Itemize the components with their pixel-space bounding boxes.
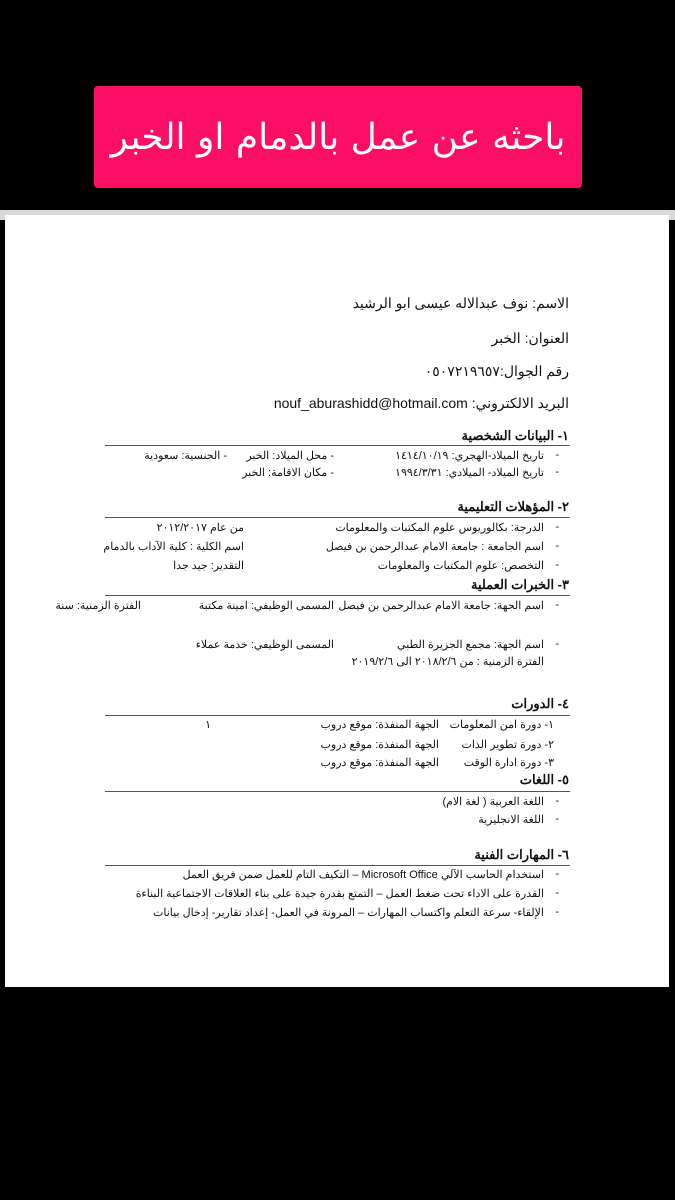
greg-dob: تاريخ الميلاد- الميلادي: ١٩٩٤/٣/٣١ — [395, 467, 544, 479]
grade: التقدير: جيد جدا — [173, 560, 244, 572]
title-banner — [94, 86, 582, 188]
course-name: ١- دورة امن المعلومات — [449, 719, 554, 731]
course-provider: الجهة المنفذة: موقع دروب — [320, 739, 439, 751]
section-rule — [105, 791, 570, 792]
university: اسم الجامعة : جامعة الامام عبدالرحمن بن فيصل — [325, 541, 544, 553]
job2-org: اسم الجهة: مجمع الجزيرة الطبي — [397, 639, 544, 651]
course-name: ٣- دورة ادارة الوقت — [463, 757, 554, 769]
section-title-courses: ٤- الدورات — [511, 696, 569, 711]
section-title-skills: ٦- المهارات الفنية — [474, 847, 569, 862]
birthplace: - محل الميلاد: الخبر — [246, 450, 334, 462]
language-item: اللغة العربية ( لغة الام) — [442, 796, 544, 808]
course-name: ٢- دورة تطوير الذات — [461, 739, 554, 751]
bullet: - — [555, 906, 559, 918]
phone-line: رقم الجوال:٠٥٠٧٢١٩٦٥٧ — [424, 363, 569, 379]
banner-title: باحثه عن عمل بالدمام او الخبر — [110, 116, 566, 158]
skill-item: الإلقاء- سرعة التعلم واكتساب المهارات – المرونة في العمل- إعداد تقارير- إدخال بيانات — [153, 907, 544, 919]
course-provider: الجهة المنفذة: موقع دروب — [320, 719, 439, 731]
bullet: - — [555, 795, 559, 807]
job2-period: الفترة الزمنية : من ٢٠١٨/٢/٦ الى ٢٠١٩/٢/٦ — [351, 656, 544, 668]
bullet: - — [555, 638, 559, 650]
section-rule — [105, 715, 570, 716]
section-rule — [105, 595, 570, 596]
bullet: - — [555, 599, 559, 611]
section-rule — [105, 865, 570, 866]
course-provider: الجهة المنفذة: موقع دروب — [320, 757, 439, 769]
bullet: - — [555, 813, 559, 825]
job1-title: المسمى الوظيفي: امينة مكتبة — [198, 600, 334, 612]
study-years: من عام ٢٠١٢/٢٠١٧ — [156, 522, 244, 534]
section-rule — [105, 517, 570, 518]
email-line — [274, 395, 569, 412]
address-line: العنوان: الخبر — [491, 330, 569, 346]
degree: الدرجة: بكالوريوس علوم المكتبات والمعلومات — [335, 522, 544, 534]
section-rule — [105, 445, 570, 446]
bullet: - — [555, 540, 559, 552]
major: التخصص: علوم المكتبات والمعلومات — [377, 560, 544, 572]
resume-document — [5, 215, 669, 987]
bullet: - — [555, 559, 559, 571]
bullet: - — [555, 466, 559, 478]
hijri-dob: تاريخ الميلاد-الهجري: ١٤١٤/١٠/١٩ — [395, 450, 544, 462]
job1-period: الفترة الزمنية: سنة — [55, 600, 141, 612]
course-extra: ١ — [205, 719, 211, 731]
name-line: الاسم: نوف عبدالاله عيسى ابو الرشيد — [352, 295, 569, 311]
section-title-experience: ٣- الخبرات العملية — [470, 577, 569, 592]
email-label: البريد الالكتروني: — [471, 395, 569, 411]
bullet: - — [555, 449, 559, 461]
language-item: اللغة الانجليزية — [478, 814, 544, 826]
college: اسم الكلية : كلية الآداب بالدمام — [103, 541, 244, 553]
nationality: - الجنسية: سعودية — [144, 450, 227, 462]
job2-title: المسمى الوظيفي: خدمة عملاء — [195, 639, 334, 651]
skill-item: القدرة على الاداء تحت ضغط العمل – التمتع بقدرة جيدة على بناء العلاقات الاجتماعية البناءة — [135, 888, 544, 900]
section-title-education: ٢- المؤهلات التعليمية — [457, 499, 569, 514]
bullet: - — [555, 887, 559, 899]
bullet: - — [555, 868, 559, 880]
skill-item: استخدام الحاسب الآلي Microsoft Office – التكيف التام للعمل ضمن فريق العمل — [182, 869, 544, 881]
bullet: - — [555, 521, 559, 533]
job1-org: اسم الجهة: جامعة الامام عبدالرحمن بن فيصل — [338, 600, 544, 612]
residence: - مكان الاقامة: الخبر — [242, 467, 334, 479]
section-title-personal: ١- البيانات الشخصية — [461, 428, 569, 443]
section-title-languages: ٥- اللغات — [519, 772, 569, 787]
email-address: nouf_aburashidd@hotmail.com — [273, 395, 468, 411]
